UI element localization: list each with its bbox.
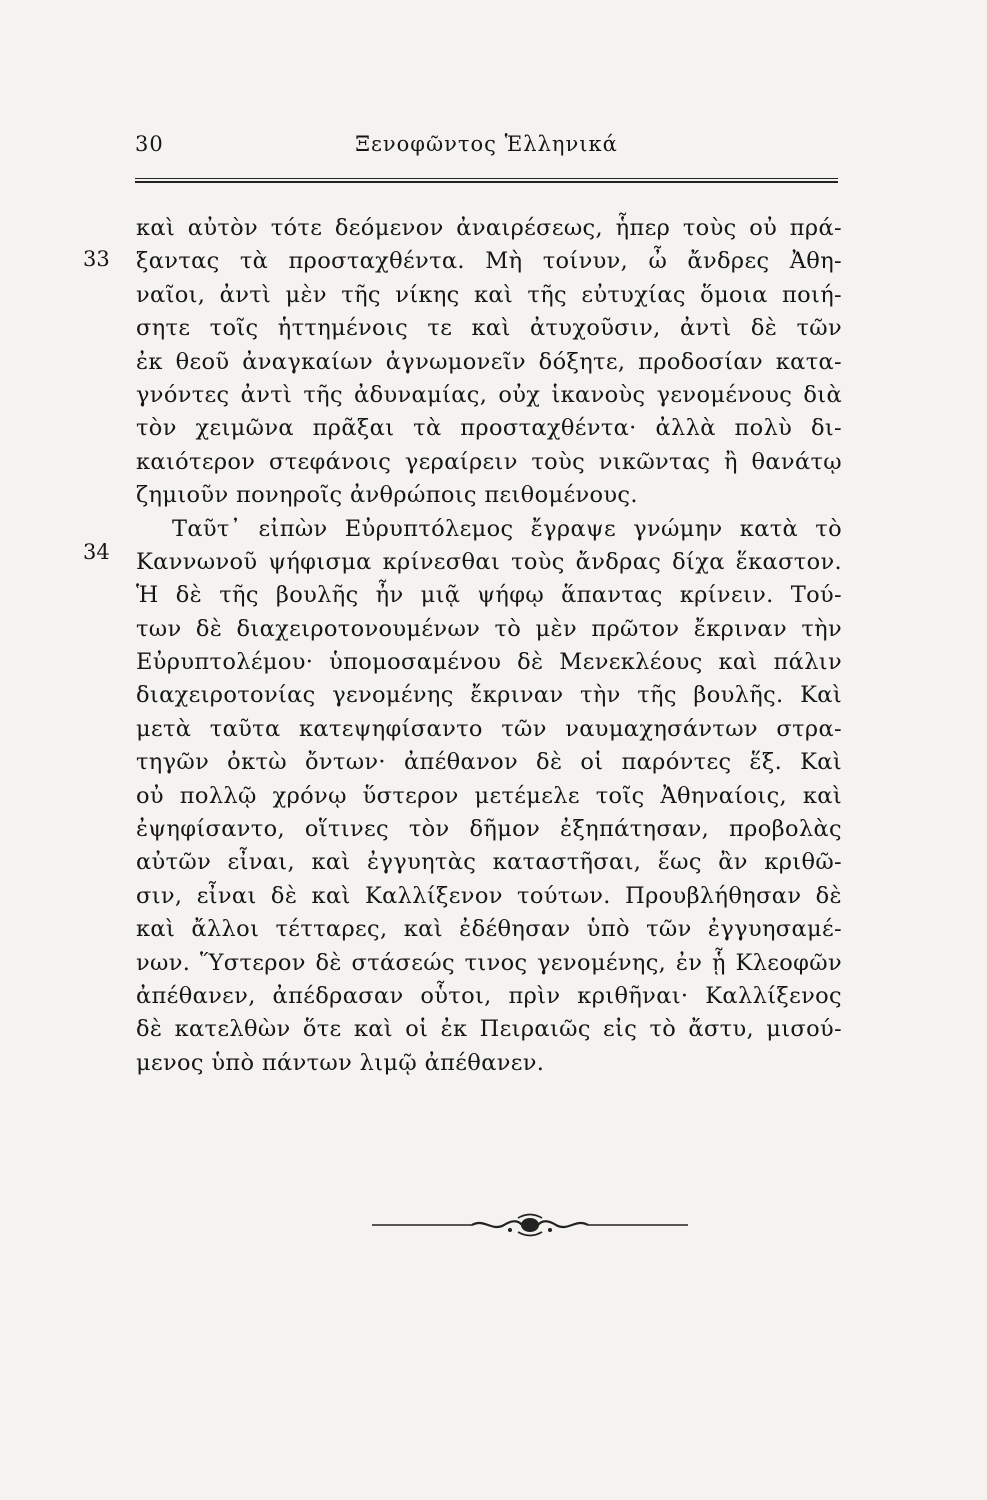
text-line: καὶ αὐτὸν τότε δεόμενον ἀναιρέσεως, ἧπερ τοὺς οὐ πρά- [136, 215, 842, 241]
text-line: αὐτῶν εἶναι, καὶ ἐγγυητὰς καταστῆσαι, ἕως ἂν κριθῶ- [136, 849, 842, 876]
text-line: καὶ ἄλλοι τέτταρες, καὶ ἐδέθησαν ὑπὸ τῶν ἐγγυησαμέ- [136, 916, 842, 943]
ornament-divider-icon [372, 1210, 688, 1240]
text-line: μενος ὑπὸ πάντων λιμῷ ἀπέθανεν. [136, 1049, 545, 1076]
body-text [136, 212, 842, 1080]
text-line: τηγῶν ὀκτὼ ὄντων· ἀπέθανον δὲ οἱ παρόντες ἕξ. Καὶ [136, 749, 842, 776]
text-line: Καννωνοῦ ψήφισμα κρίνεσθαι τοὺς ἄνδρας δίχα ἕκαστον. [136, 548, 842, 575]
page-header [135, 128, 838, 164]
text-line: ἐκ θεοῦ ἀναγκαίων ἀγνωμονεῖν δόξητε, προδοσίαν κατα- [136, 348, 842, 375]
text-line: οὐ πολλῷ χρόνῳ ὕστερον μετέμελε τοῖς Ἀθηναίοις, καὶ [136, 782, 842, 809]
page-number: 30 [135, 132, 164, 156]
text-line: γνόντες ἀντὶ τῆς ἀδυναμίας, οὐχ ἱκανοὺς γενομένους διὰ [136, 381, 842, 408]
text-line: Ταῦτ᾽ εἰπὼν Εὐρυπτόλεμος ἔγραψε γνώμην κατὰ τὸ [172, 515, 842, 542]
running-title: Ξενοφῶντος Ἑλληνικά [355, 132, 618, 156]
text-line: ξαντας τὰ προσταχθέντα. Μὴ τοίνυν, ὦ ἄνδρες Ἀθη- [136, 248, 842, 275]
header-rule [135, 178, 838, 183]
text-line: σητε τοῖς ἡττημένοις τε καὶ ἀτυχοῦσιν, ἀντὶ δὲ τῶν [136, 315, 842, 342]
text-line: διαχειροτονίας γενομένης ἔκριναν τὴν τῆς βουλῆς. Καὶ [136, 682, 842, 709]
text-line: ζημιοῦν πονηροῖς ἀνθρώποις πειθομένους. [136, 482, 638, 509]
text-line: νων. Ὕστερον δὲ στάσεώς τινος γενομένης, ἐν ᾗ Κλεοφῶν [136, 949, 842, 976]
section-number-34: 34 [83, 540, 110, 564]
text-line: ναῖοι, ἀντὶ μὲν τῆς νίκης καὶ τῆς εὐτυχίας ὅμοια ποιή- [136, 281, 842, 308]
text-line: Ἡ δὲ τῆς βουλῆς ἦν μιᾷ ψήφῳ ἅπαντας κρίνειν. Τού- [136, 582, 842, 609]
text-line: καιότερον στεφάνοις γεραίρειν τοὺς νικῶντας ἢ θανάτῳ [136, 448, 842, 475]
text-line: δὲ κατελθὼν ὅτε καὶ οἱ ἐκ Πειραιῶς εἰς τὸ ἄστυ, μισού- [136, 1016, 842, 1043]
text-line: σιν, εἶναι δὲ καὶ Καλλίξενον τούτων. Προυβλήθησαν δὲ [136, 882, 842, 909]
text-line: ἀπέθανεν, ἀπέδρασαν οὗτοι, πρὶν κριθῆναι· Καλλίξενος [136, 982, 842, 1009]
text-line: των δὲ διαχειροτονουμένων τὸ μὲν πρῶτον ἔκριναν τὴν [136, 615, 842, 642]
text-line: Εὐρυπτολέμου· ὑπομοσαμένου δὲ Μενεκλέους καὶ πάλιν [136, 649, 842, 676]
text-line: ἐψηφίσαντο, οἵτινες τὸν δῆμον ἐξηπάτησαν, προβολὰς [136, 816, 842, 843]
text-line: μετὰ ταῦτα κατεψηφίσαντο τῶν ναυμαχησάντων στρα- [136, 715, 842, 742]
text-line: τὸν χειμῶνα πρᾶξαι τὰ προσταχθέντα· ἀλλὰ πολὺ δι- [136, 415, 842, 442]
section-number-33: 33 [83, 247, 110, 271]
